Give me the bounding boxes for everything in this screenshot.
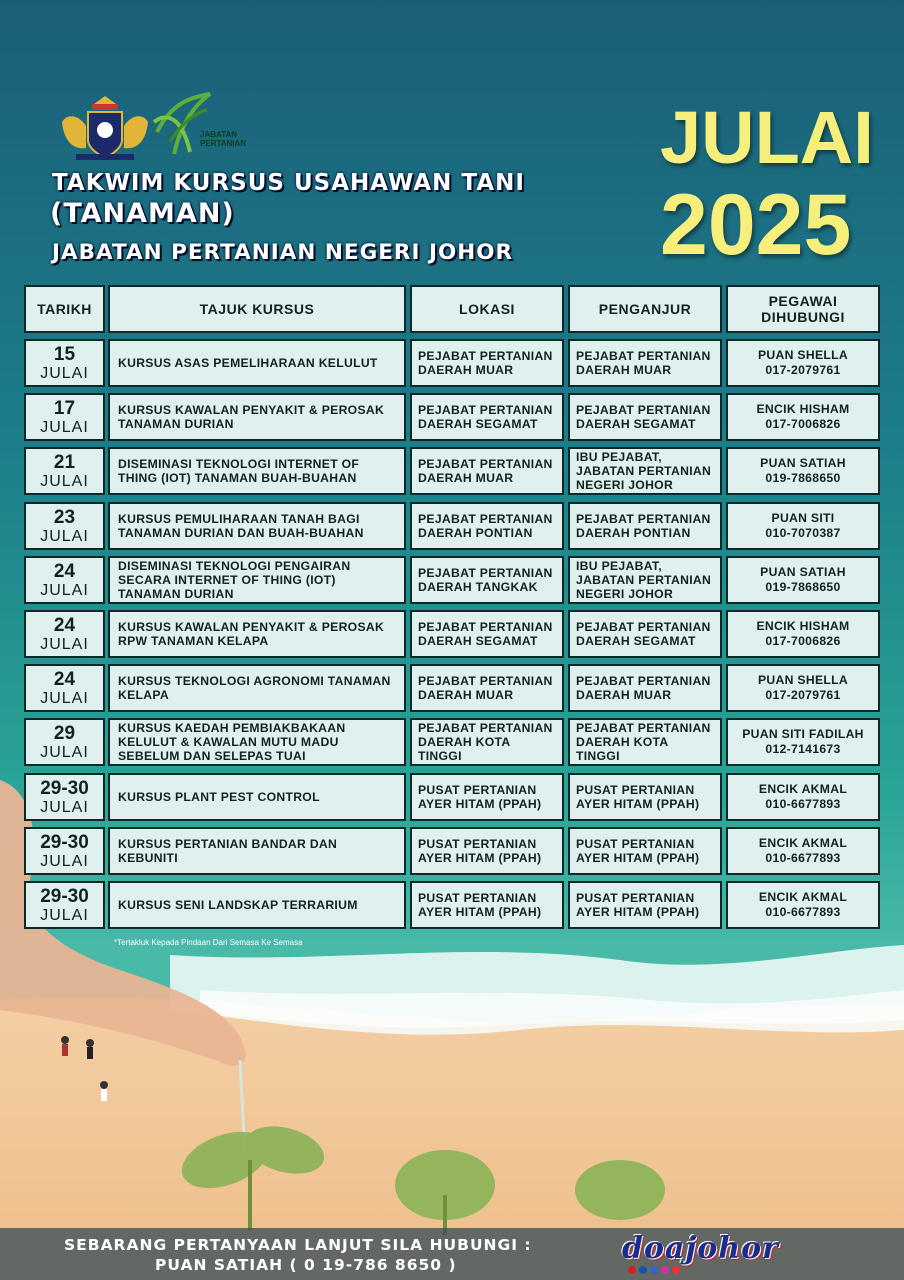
location-cell bbox=[410, 610, 564, 658]
organizer-line: JABATAN PERTANIAN bbox=[576, 464, 712, 478]
organizer-line: DAERAH SEGAMAT bbox=[576, 634, 696, 648]
location-cell bbox=[410, 393, 564, 441]
date-day: 17 bbox=[53, 397, 76, 419]
location-line: PUSAT PERTANIAN bbox=[418, 783, 537, 797]
course-title-line: KURSUS SENI LANDSKAP TERRARIUM bbox=[118, 898, 358, 912]
location-line: PEJABAT PERTANIAN bbox=[418, 721, 553, 735]
contact-cell bbox=[726, 447, 880, 495]
organizer-line: AYER HITAM (PPAH) bbox=[576, 905, 700, 919]
contact-name: ENCIK AKMAL bbox=[758, 890, 848, 904]
date-month: JULAI bbox=[40, 527, 89, 545]
course-title-line: SEBELUM DAN SELEPAS TUAI bbox=[118, 749, 306, 763]
date-cell bbox=[24, 556, 105, 604]
date-month: JULAI bbox=[40, 743, 89, 761]
contact-cell bbox=[726, 502, 880, 550]
organizer-line: PEJABAT PERTANIAN bbox=[576, 403, 711, 417]
organizer-cell bbox=[568, 447, 722, 495]
location-line: PEJABAT PERTANIAN bbox=[418, 457, 553, 471]
contact-cell bbox=[726, 556, 880, 604]
course-title-cell bbox=[108, 447, 406, 495]
location-cell bbox=[410, 718, 564, 766]
location-line: PEJABAT PERTANIAN bbox=[418, 674, 553, 688]
date-month: JULAI bbox=[40, 418, 89, 436]
location-line: PEJABAT PERTANIAN bbox=[418, 512, 553, 526]
course-title-line: KURSUS KAEDAH PEMBIAKBAKAAN bbox=[118, 721, 346, 735]
location-cell bbox=[410, 556, 564, 604]
course-title-line: KEBUNITI bbox=[118, 851, 178, 865]
title-line-3: JABATAN PERTANIAN NEGERI JOHOR bbox=[52, 240, 514, 265]
organizer-cell bbox=[568, 556, 722, 604]
date-month: JULAI bbox=[40, 472, 89, 490]
date-cell bbox=[24, 827, 105, 875]
date-cell bbox=[24, 773, 105, 821]
date-month: JULAI bbox=[40, 364, 89, 382]
contact-phone: 017-2079761 bbox=[765, 688, 841, 702]
date-month: JULAI bbox=[40, 581, 89, 599]
location-line: PUSAT PERTANIAN bbox=[418, 891, 537, 905]
contact-name: PUAN SATIAH bbox=[760, 456, 846, 470]
date-day: 29-30 bbox=[40, 885, 89, 907]
contact-name: PUAN SATIAH bbox=[760, 565, 846, 579]
course-title-line: DISEMINASI TEKNOLOGI PENGAIRAN bbox=[118, 559, 351, 573]
header-lokasi: LOKASI bbox=[410, 285, 564, 333]
social-icon bbox=[672, 1266, 680, 1274]
logo-text-2: PERTANIAN bbox=[200, 139, 247, 148]
date-day: 29-30 bbox=[40, 777, 89, 799]
date-day: 29 bbox=[53, 722, 76, 744]
date-cell bbox=[24, 339, 105, 387]
date-cell bbox=[24, 664, 105, 712]
organizer-line: JABATAN PERTANIAN bbox=[576, 573, 712, 587]
contact-phone: 010-6677893 bbox=[765, 905, 841, 919]
location-cell bbox=[410, 502, 564, 550]
course-title-cell bbox=[108, 339, 406, 387]
header-tajuk-kursus: TAJUK KURSUS bbox=[108, 285, 406, 333]
location-line: AYER HITAM (PPAH) bbox=[418, 797, 542, 811]
course-title-line: DISEMINASI TEKNOLOGI INTERNET OF bbox=[118, 457, 360, 471]
contact-cell bbox=[726, 393, 880, 441]
footer-line-1: SEBARANG PERTANYAAN LANJUT SILA HUBUNGI : bbox=[64, 1236, 532, 1254]
location-line: DAERAH MUAR bbox=[418, 688, 514, 702]
contact-cell bbox=[726, 664, 880, 712]
course-title-line: KURSUS KAWALAN PENYAKIT & PEROSAK bbox=[118, 403, 385, 417]
social-icon bbox=[639, 1266, 647, 1274]
contact-name: PUAN SITI bbox=[771, 511, 835, 525]
contact-cell bbox=[726, 339, 880, 387]
doajohor-brand-logo bbox=[622, 1231, 842, 1276]
organizer-cell bbox=[568, 718, 722, 766]
date-cell bbox=[24, 502, 105, 550]
organizer-line: AYER HITAM (PPAH) bbox=[576, 797, 700, 811]
organizer-cell bbox=[568, 773, 722, 821]
brand-text: doajohor bbox=[622, 1231, 779, 1266]
location-line: DAERAH KOTA TINGGI bbox=[418, 735, 510, 763]
contact-phone: 010-6677893 bbox=[765, 851, 841, 865]
course-title-line: KURSUS TEKNOLOGI AGRONOMI TANAMAN bbox=[118, 674, 391, 688]
course-title-cell bbox=[108, 718, 406, 766]
location-line: PEJABAT PERTANIAN bbox=[418, 620, 553, 634]
date-day: 23 bbox=[53, 506, 76, 528]
contact-name: ENCIK HISHAM bbox=[756, 619, 850, 633]
logo-text-1: JABATAN bbox=[200, 130, 238, 139]
location-line: AYER HITAM (PPAH) bbox=[418, 851, 542, 865]
contact-phone: 012-7141673 bbox=[765, 742, 841, 756]
title-line-1: TAKWIM KURSUS USAHAWAN TANI bbox=[52, 170, 525, 196]
social-icon bbox=[661, 1266, 669, 1274]
organizer-line: IBU PEJABAT, bbox=[576, 559, 662, 573]
date-cell bbox=[24, 447, 105, 495]
header-pegawai: PEGAWAI DIHUBUNGI bbox=[726, 285, 880, 333]
location-line: PEJABAT PERTANIAN bbox=[418, 566, 553, 580]
location-line: DAERAH MUAR bbox=[418, 363, 514, 377]
location-line: PEJABAT PERTANIAN bbox=[418, 403, 553, 417]
course-title-cell bbox=[108, 881, 406, 929]
contact-name: PUAN SHELLA bbox=[758, 673, 848, 687]
contact-name: ENCIK AKMAL bbox=[758, 782, 848, 796]
johor-crest-logo bbox=[58, 92, 152, 164]
header-penganjur: PENGANJUR bbox=[568, 285, 722, 333]
location-cell bbox=[410, 881, 564, 929]
organizer-line: PEJABAT PERTANIAN bbox=[576, 620, 711, 634]
organizer-line: PEJABAT PERTANIAN bbox=[576, 349, 711, 363]
organizer-line: NEGERI JOHOR bbox=[576, 587, 674, 601]
contact-phone: 017-7006826 bbox=[765, 417, 841, 431]
organizer-cell bbox=[568, 881, 722, 929]
organizer-cell bbox=[568, 664, 722, 712]
organizer-line: PUSAT PERTANIAN bbox=[576, 837, 695, 851]
course-title-cell bbox=[108, 664, 406, 712]
footer-line-2: PUAN SATIAH ( 0 19-786 8650 ) bbox=[155, 1256, 457, 1274]
location-cell bbox=[410, 447, 564, 495]
course-title-line: KELULUT & KAWALAN MUTU MADU bbox=[118, 735, 339, 749]
date-month: JULAI bbox=[40, 635, 89, 653]
course-title-cell bbox=[108, 773, 406, 821]
location-line: DAERAH SEGAMAT bbox=[418, 417, 538, 431]
contact-name: ENCIK HISHAM bbox=[756, 402, 850, 416]
date-day: 24 bbox=[53, 668, 76, 690]
course-title-line: KURSUS PERTANIAN BANDAR DAN bbox=[118, 837, 338, 851]
date-day: 29-30 bbox=[40, 831, 89, 853]
course-title-line: THING (IOT) TANAMAN BUAH-BUAHAN bbox=[118, 471, 357, 485]
organizer-line: PEJABAT PERTANIAN bbox=[576, 512, 711, 526]
course-title-cell bbox=[108, 556, 406, 604]
contact-cell bbox=[726, 773, 880, 821]
course-title-cell bbox=[108, 393, 406, 441]
contact-phone: 010-7070387 bbox=[765, 526, 841, 540]
organizer-cell bbox=[568, 827, 722, 875]
contact-cell bbox=[726, 718, 880, 766]
date-cell bbox=[24, 393, 105, 441]
contact-name: PUAN SITI FADILAH bbox=[742, 727, 864, 741]
location-line: DAERAH PONTIAN bbox=[418, 526, 533, 540]
course-title-line: SECARA INTERNET OF THING (IOT) bbox=[118, 573, 336, 587]
course-title-line: KURSUS KAWALAN PENYAKIT & PEROSAK bbox=[118, 620, 385, 634]
contact-cell bbox=[726, 881, 880, 929]
course-title-cell bbox=[108, 502, 406, 550]
contact-name: PUAN SHELLA bbox=[758, 348, 848, 362]
organizer-cell bbox=[568, 339, 722, 387]
organizer-cell bbox=[568, 393, 722, 441]
date-day: 24 bbox=[53, 560, 76, 582]
organizer-line: DAERAH PONTIAN bbox=[576, 526, 691, 540]
organizer-line: DAERAH SEGAMAT bbox=[576, 417, 696, 431]
location-cell bbox=[410, 773, 564, 821]
month-label: JULAI bbox=[660, 96, 874, 179]
date-month: JULAI bbox=[40, 906, 89, 924]
date-cell bbox=[24, 718, 105, 766]
course-title-line: RPW TANAMAN KELAPA bbox=[118, 634, 269, 648]
course-title-line: TANAMAN DURIAN bbox=[118, 417, 234, 431]
contact-phone: 017-7006826 bbox=[765, 634, 841, 648]
date-day: 24 bbox=[53, 614, 76, 636]
date-cell bbox=[24, 610, 105, 658]
course-title-line: TANAMAN DURIAN bbox=[118, 587, 234, 601]
location-line: DAERAH MUAR bbox=[418, 471, 514, 485]
organizer-line: AYER HITAM (PPAH) bbox=[576, 851, 700, 865]
course-title-line: TANAMAN DURIAN DAN BUAH-BUAHAN bbox=[118, 526, 364, 540]
organizer-line: DAERAH KOTA TINGGI bbox=[576, 735, 668, 763]
date-day: 15 bbox=[53, 343, 76, 365]
location-line: PUSAT PERTANIAN bbox=[418, 837, 537, 851]
course-title-line: KELAPA bbox=[118, 688, 170, 702]
year-label: 2025 bbox=[660, 177, 852, 273]
course-title-line: KURSUS PLANT PEST CONTROL bbox=[118, 790, 320, 804]
organizer-line: IBU PEJABAT, bbox=[576, 450, 662, 464]
contact-phone: 010-6677893 bbox=[765, 797, 841, 811]
location-line: PEJABAT PERTANIAN bbox=[418, 349, 553, 363]
course-title-cell bbox=[108, 827, 406, 875]
location-cell bbox=[410, 664, 564, 712]
location-line: AYER HITAM (PPAH) bbox=[418, 905, 542, 919]
organizer-cell bbox=[568, 502, 722, 550]
organizer-line: DAERAH MUAR bbox=[576, 688, 672, 702]
date-month: JULAI bbox=[40, 689, 89, 707]
contact-phone: 019-7868650 bbox=[765, 471, 841, 485]
date-day: 21 bbox=[53, 451, 76, 473]
date-month: JULAI bbox=[40, 798, 89, 816]
contact-phone: 017-2079761 bbox=[765, 363, 841, 377]
location-line: DAERAH SEGAMAT bbox=[418, 634, 538, 648]
organizer-line: PEJABAT PERTANIAN bbox=[576, 674, 711, 688]
disclaimer-note: *Tertakluk Kepada Pindaan Dari Semasa Ke Semasa bbox=[114, 938, 303, 947]
course-title-line: KURSUS PEMULIHARAAN TANAH BAGI bbox=[118, 512, 360, 526]
social-icon bbox=[628, 1266, 636, 1274]
course-title-line: KURSUS ASAS PEMELIHARAAN KELULUT bbox=[118, 356, 378, 370]
contact-cell bbox=[726, 827, 880, 875]
organizer-line: PEJABAT PERTANIAN bbox=[576, 721, 711, 735]
organizer-line: DAERAH MUAR bbox=[576, 363, 672, 377]
title-line-2: (TANAMAN) bbox=[50, 198, 235, 229]
social-icon bbox=[650, 1266, 658, 1274]
location-line: DAERAH TANGKAK bbox=[418, 580, 538, 594]
contact-phone: 019-7868650 bbox=[765, 580, 841, 594]
jabatan-pertanian-logo bbox=[152, 92, 262, 164]
location-cell bbox=[410, 827, 564, 875]
date-cell bbox=[24, 881, 105, 929]
location-cell bbox=[410, 339, 564, 387]
organizer-line: NEGERI JOHOR bbox=[576, 478, 674, 492]
organizer-line: PUSAT PERTANIAN bbox=[576, 783, 695, 797]
contact-cell bbox=[726, 610, 880, 658]
course-title-cell bbox=[108, 610, 406, 658]
header-tarikh: TARIKH bbox=[24, 285, 105, 333]
date-month: JULAI bbox=[40, 852, 89, 870]
organizer-cell bbox=[568, 610, 722, 658]
organizer-line: PUSAT PERTANIAN bbox=[576, 891, 695, 905]
contact-name: ENCIK AKMAL bbox=[758, 836, 848, 850]
footer-bar bbox=[0, 1228, 904, 1280]
